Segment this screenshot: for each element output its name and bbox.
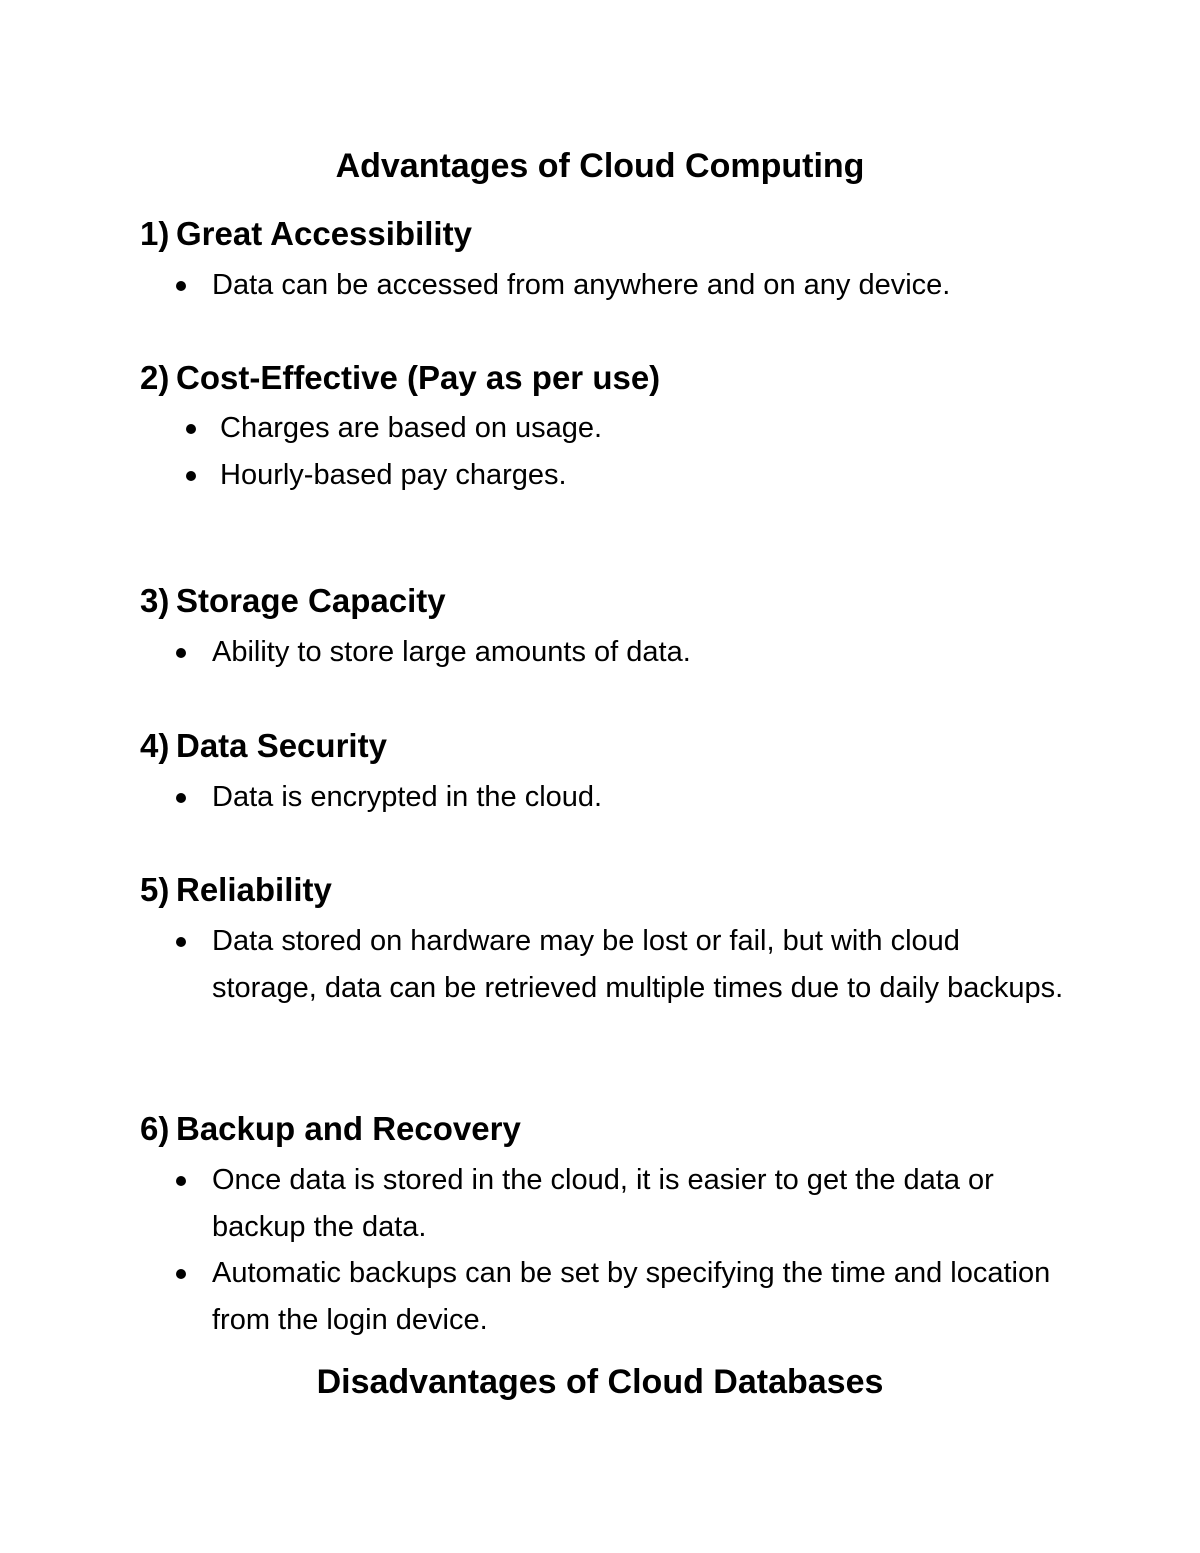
list-item — [220, 405, 1080, 452]
list-item-text: Hourly-based pay charges. — [220, 459, 567, 491]
list-item-text: Automatic backups can be set by specifying the time and location from the login device. — [212, 1257, 1051, 1336]
section-number: 1) — [140, 215, 170, 252]
document-title: Advantages of Cloud Computing — [335, 147, 865, 185]
list-item — [220, 452, 1080, 499]
section-heading-2 — [140, 358, 660, 398]
section-heading-text: Storage Capacity — [176, 582, 446, 619]
bullet-icon — [176, 793, 186, 803]
bullet-icon — [176, 648, 186, 658]
section-heading-text: Data Security — [176, 727, 387, 764]
section-heading-text: Cost-Effective (Pay as per use) — [176, 359, 661, 396]
list-item — [212, 774, 1072, 821]
list-item-text: Once data is stored in the cloud, it is easier to get the data or backup the data. — [212, 1164, 994, 1243]
bullet-icon — [176, 937, 186, 947]
list-item-text: Charges are based on usage. — [220, 412, 603, 444]
list-item-text: Ability to store large amounts of data. — [212, 636, 691, 668]
bullet-icon — [186, 424, 196, 434]
section-heading-1 — [140, 214, 472, 254]
section-heading-3 — [140, 581, 446, 621]
bullet-icon — [176, 281, 186, 291]
section-heading-text: Reliability — [176, 871, 332, 908]
section-heading-text: Great Accessibility — [176, 215, 472, 252]
section-number: 5) — [140, 871, 170, 908]
list-item — [212, 918, 1072, 1011]
section-heading-4 — [140, 726, 387, 766]
list-item — [212, 629, 1072, 676]
section-number: 3) — [140, 582, 170, 619]
list-item — [212, 262, 1072, 309]
bullet-icon — [176, 1176, 186, 1186]
section-heading-text: Backup and Recovery — [176, 1110, 521, 1147]
bullet-icon — [176, 1269, 186, 1279]
section-heading-6 — [140, 1109, 521, 1149]
next-section-title: Disadvantages of Cloud Databases — [316, 1363, 884, 1401]
section-number: 4) — [140, 727, 170, 764]
list-item-text: Data stored on hardware may be lost or fail, but with cloud storage, data can be retrieved multiple times due to daily backups. — [212, 925, 1064, 1004]
list-item — [212, 1157, 1072, 1250]
list-item-text: Data is encrypted in the cloud. — [212, 781, 603, 813]
bullet-icon — [186, 471, 196, 481]
section-heading-5 — [140, 870, 332, 910]
section-number: 2) — [140, 359, 170, 396]
section-number: 6) — [140, 1110, 170, 1147]
list-item-text: Data can be accessed from anywhere and on any device. — [212, 269, 951, 301]
list-item — [212, 1250, 1072, 1343]
